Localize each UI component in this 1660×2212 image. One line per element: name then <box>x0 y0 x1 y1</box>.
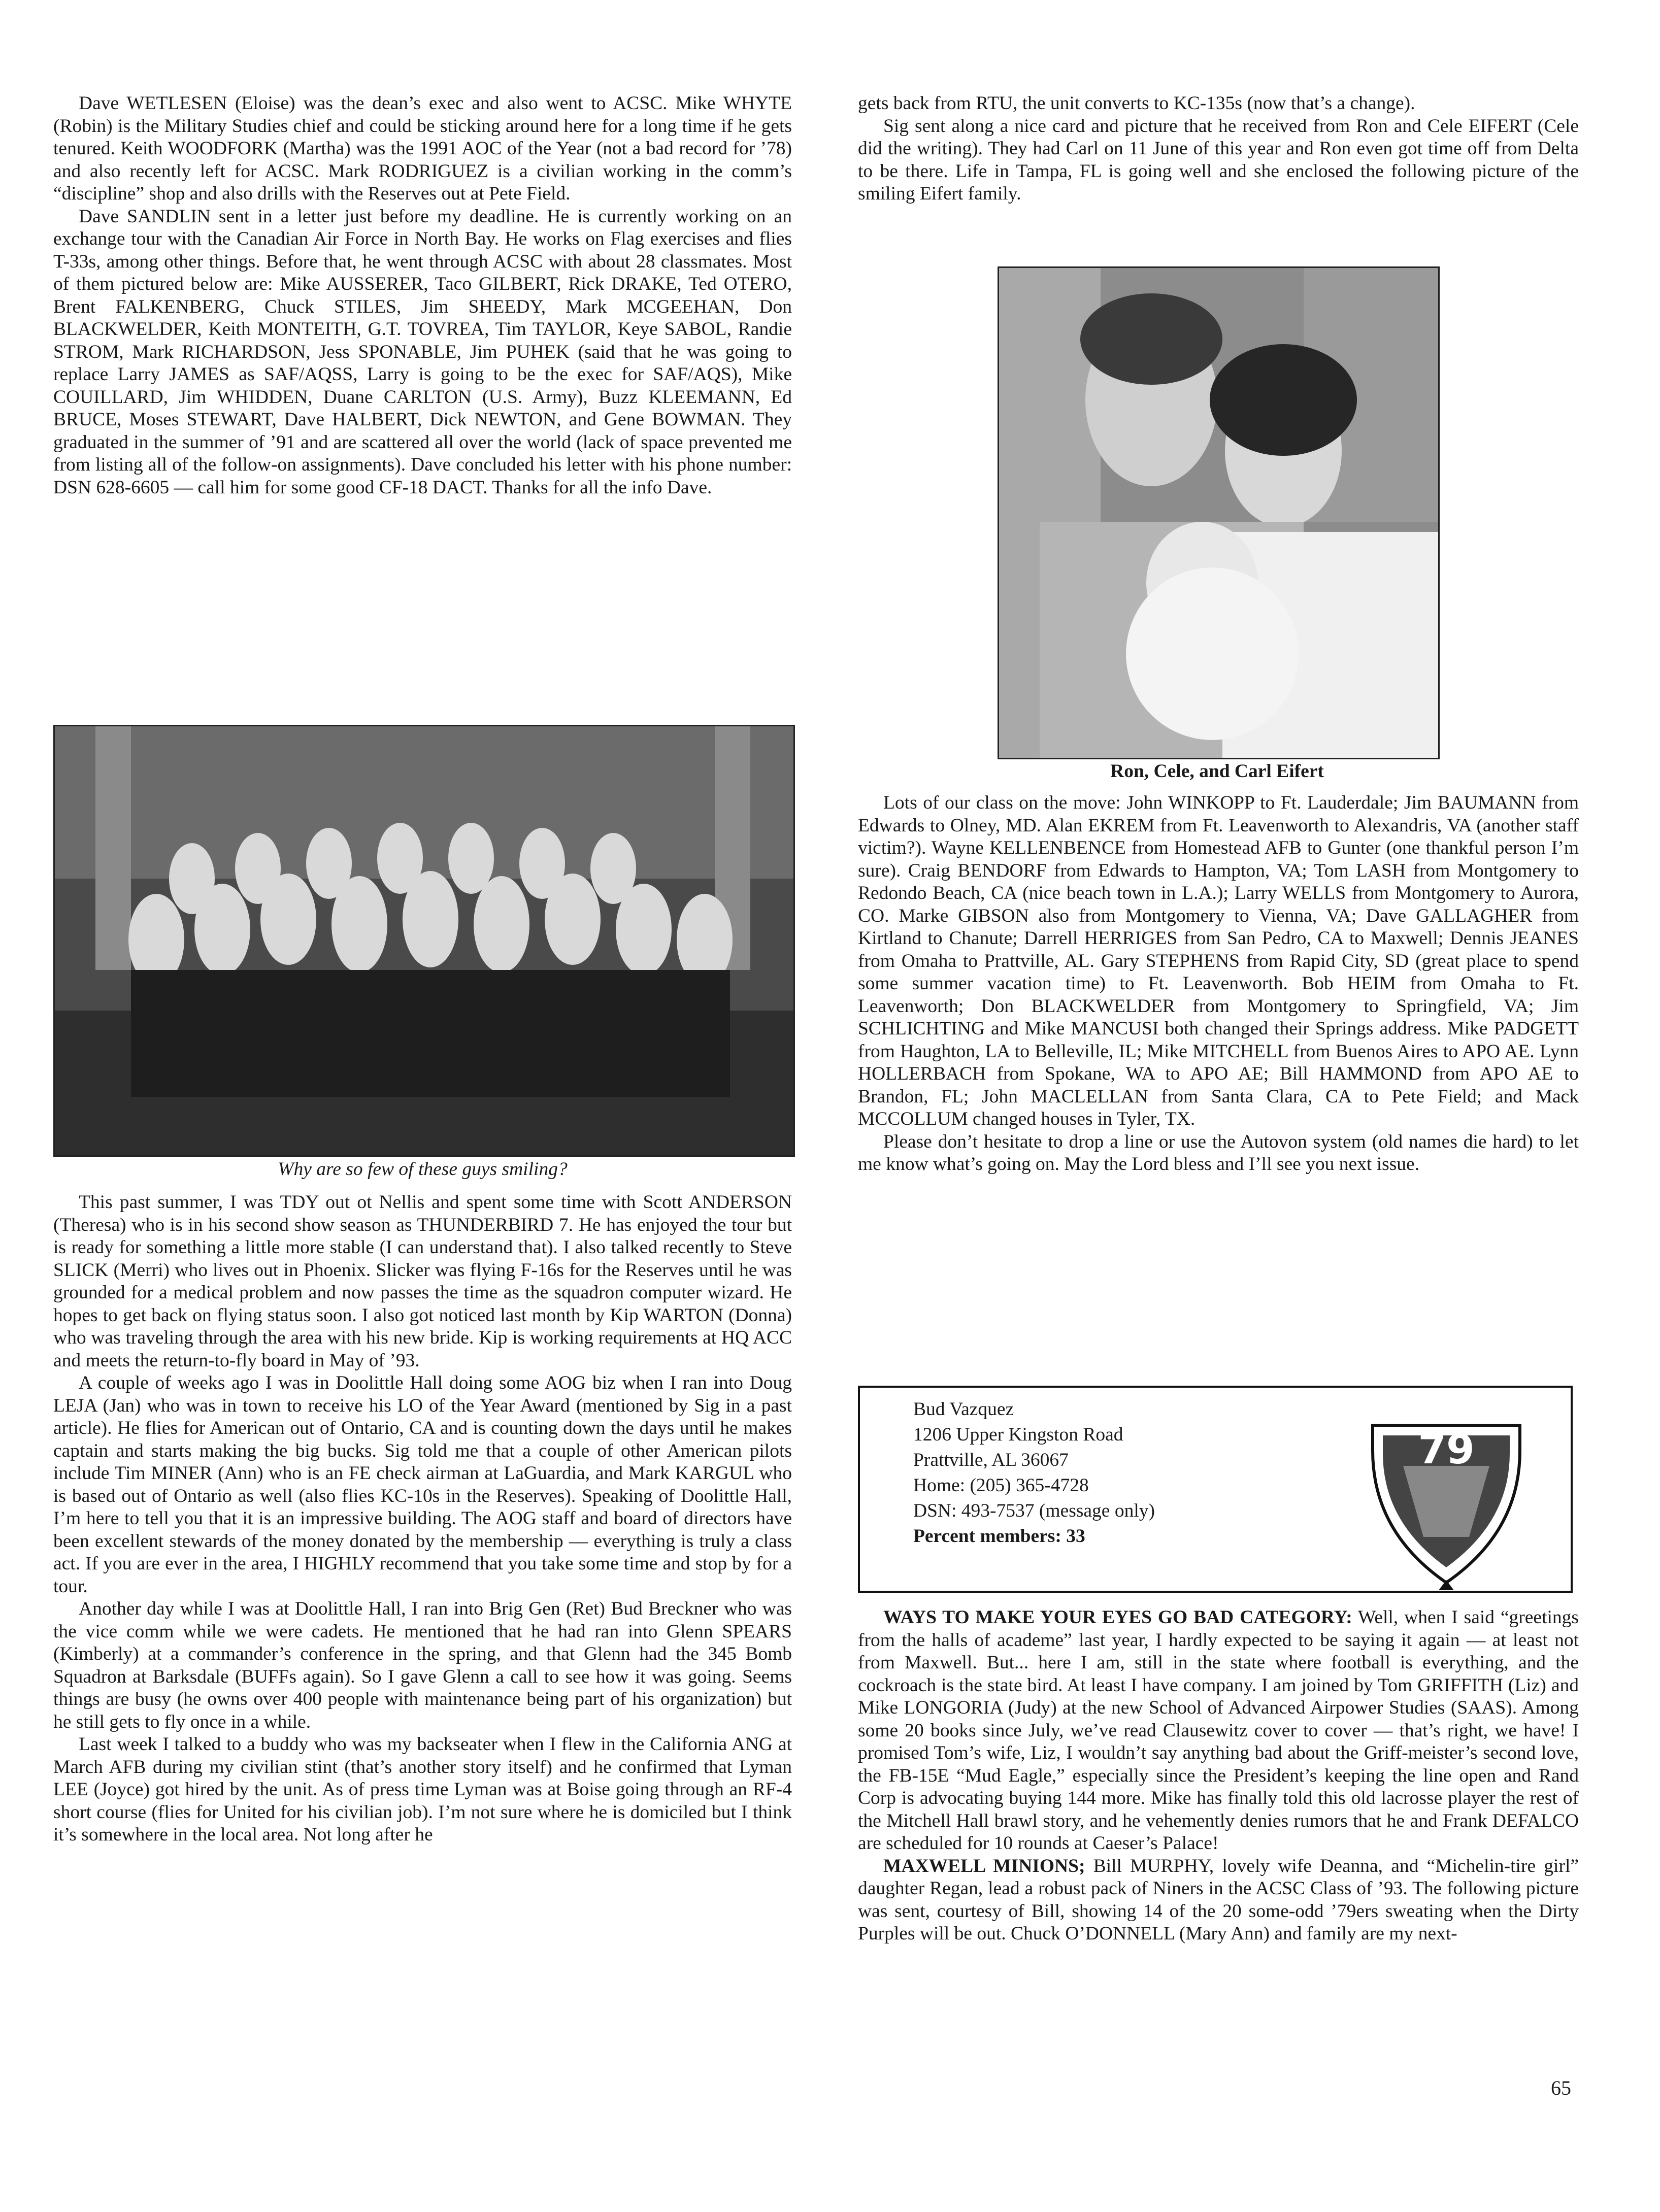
paragraph-eyes-go-bad <box>858 1606 1579 1855</box>
body-maxwell-minions: Bill MURPHY, lovely wife Deanna, and “Michelin-tire girl” daughter Regan, lead a robust pack of Niners in the ACSC Class of ’93. The following picture was sent, courtesy of Bill, showing 14 of the 20 some-odd ’79ers sweating when the Dirty Purples will be out. Chuck O’DONNELL (Mary Ann) and family are my next- <box>858 1855 1579 1944</box>
group-photo-acsc <box>53 725 795 1157</box>
address-name: Bud Vazquez <box>913 1399 1014 1420</box>
body-eyes-go-bad: Well, when I said “greetings from the halls of academe” last year, I hardly expected to be saying it again — at least not from Maxwell. But... here I am, still in the state where football is everything, and the cockroach is the state bird. At least I have company. I am joined by Tom GRIFFITH (Liz) and Mike LONGORIA (Judy) at the new School of Advanced Airpower Studies (SAAS). Among some 20 books since July, we’ve read Clausewitz cover to cover — that’s right, we have! I promised Tom’s wife, Liz, I wouldn’t say anything bad about the Griff-meister’s second love, the FB-15E “Mud Eagle,” especially since the President’s keeping the line open and Rand Corp is advocating buying 144 more. Mike has finally told this old lacrosse player the rest of the Mitchell Hall brawl story, and he vehemently denies rumors that he and Frank DEFALCO are scheduled for 10 rounds at Caeser’s Palace! <box>858 1607 1579 1854</box>
paragraph-lyman-lee: Last week I talked to a buddy who was my backseater when I flew in the California ANG at March AFB during my civilian stint (that’s another story itself) and he confirmed that Lyman LEE (Joyce) got hired by the unit. As of press time Lyman was at Boise going through an RF-4 short course (flies for United for his civilian job). I’m not sure where he is domiciled but I think it’s somewhere in the local area. Not long after he <box>53 1734 792 1845</box>
address-home-phone: Home: (205) 365-4728 <box>913 1475 1089 1496</box>
address-box <box>858 1386 1573 1593</box>
crest-number: 79 <box>1418 1426 1475 1473</box>
right-top-text <box>858 92 1579 206</box>
right-middle-text <box>858 792 1579 1176</box>
paragraph-sandlin: Dave SANDLIN sent in a letter just before my deadline. He is currently working on an exchange tour with the Canadian Air Force in North Bay. He works on Flag exercises and flies T-33s, among other things. Before that, he went through ACSC with about 28 classmates. Most of them pictured below are: Mike AUSSERER, Taco GILBERT, Rick DRAKE, Ted OTERO, Brent FALKENBERG, Chuck STILES, Jim SHEEDY, Mark MCGEEHAN, Don BLACKWELDER, Keith MONTEITH, G.T. TOVREA, Tim TAYLOR, Keye SABOL, Randie STROM, Mark RICHARDSON, Jess SPONABLE, Jim PUHEK (said that he was going to replace Larry JAMES as SAF/AQSS, Larry is going to be the exec for SAF/AQS), Mike COUILLARD, Jim WHIDDEN, Duane CARLTON (U.S. Army), Buzz KLEEMANN, Ed BRUCE, Moses STEWART, Dave HALBERT, Dick NEWTON, and Gene BOWMAN. They graduated in the summer of ’91 and are scattered all over the world (lack of space prevented me from listing all of the follow-on assignments). Dave concluded his letter with his phone number: DSN 628-6605 — call him for some good CF-18 DACT. Thanks for all the info Dave. <box>53 206 792 498</box>
address-percent-members: Percent members: 33 <box>913 1526 1085 1547</box>
paragraph-rtu: gets back from RTU, the unit converts to KC-135s (now that’s a change). <box>858 93 1415 114</box>
left-bottom-text <box>53 1191 792 1847</box>
paragraph-eifert-card: Sig sent along a nice card and picture that he received from Ron and Cele EIFERT (Cele did the writing). They had Carl on 11 June of this year and Ron even got time off from Delta to be there. Life in Tampa, FL is going well and she enclosed the following picture of the smiling Eifert family. <box>858 115 1579 204</box>
group-photo-illustration <box>55 726 793 1155</box>
address-dsn: DSN: 493-7537 (message only) <box>913 1500 1155 1521</box>
address-city: Prattville, AL 36067 <box>913 1450 1069 1470</box>
paragraph-breckner: Another day while I was at Doolittle Hall, I ran into Brig Gen (Ret) Bud Breckner who was the vice comm while we were cadets. He mentioned that he had ran into Glenn SPEARS (Kimberly) at a commander’s conference in the spring, and that Glenn had the 345 Bomb Squadron at Barksdale (BUFFs again). So I gave Glenn a call to see how it was going. Seems things are busy (he owns over 400 people with maintenance being part of his organization) but he still gets to fly once in a while. <box>53 1598 792 1732</box>
paragraph-autovon: Please don’t hesitate to drop a line or use the Autovon system (old names die hard) to let me know what’s going on. May the Lord bless and I’ll see you next issue. <box>858 1131 1579 1175</box>
paragraph-doolittle: A couple of weeks ago I was in Doolittle Hall doing some AOG biz when I ran into Doug LEJA (Jan) who was in town to receive his LO of the Year Award (mentioned by Sig in a past article). He flies for American out of Ontario, CA and is counting down the days until he makes captain and starts making the big bucks. Sig told me that a couple of other American pilots include Tim MINER (Ann) who is an FE check airman at LaGuardia, and Mark KARGUL who is based out of Ontario as well (also flies KC-10s in the Reserves). Speaking of Doolittle Hall, I’m here to tell you that it is an impressive building. The AOG staff and board of directors have been excellent stewards of the money donated by the membership — everything is truly a class act. If you are ever in the area, I HIGHLY recommend that you take some time and stop by for a tour. <box>53 1372 792 1597</box>
paragraph-class-moves: Lots of our class on the move: John WINKOPP to Ft. Lauderdale; Jim BAUMANN from Edwards to Olney, MD. Alan EKREM from Ft. Leavenworth to Alexandris, VA (another staff victim?). Wayne KELLENBENCE from Homestead AFB to Gunter (one thankful person I’m sure). Craig BENDORF from Edwards to Hampton, VA; Tom LASH from Montgomery to Redondo Beach, CA (nice beach town in L.A.); Larry WELLS from Montgomery to Aurora, CO. Marke GIBSON also from Montgomery to Vienna, VA; Dave GALLAGHER from Kirtland to Chanute; Darrell HERRIGES from San Pedro, CA to Maxwell; Dennis JEANES from Omaha to Prattville, AL. Gary STEPHENS from Rapid City, SD (great place to spend some summer vacation time) to Ft. Leavenworth. Bob HEIM from Omaha to Ft. Leavenworth; Don BLACKWELDER from Montgomery to Springfield, VA; Jim SCHLICHTING and Mike MANCUSI both changed their Springs address. Mike PADGETT from Haughton, LA to Belleville, IL; Mike MITCHELL from Buenos Aires to APO AE. Lynn HOLLERBACH from Spokane, WA to APO AE; Bill HAMMOND from APO AE to Brandon, FL; John MACLELLAN from Santa Clara, CA to Pete Field; and Mack MCCOLLUM changed houses in Tyler, TX. <box>858 792 1579 1129</box>
right-bottom-text <box>858 1606 1579 1946</box>
address-lines <box>913 1397 1155 1549</box>
heading-eyes-go-bad: WAYS TO MAKE YOUR EYES GO BAD CATEGORY: <box>883 1607 1352 1628</box>
eifert-photo-illustration <box>999 268 1438 758</box>
paragraph-nellis: This past summer, I was TDY out ot Nellis and spent some time with Scott ANDERSON (Theresa) who is in his second show season as THUNDERBIRD 7. He has enjoyed the tour but is ready for something a little more stable (I can understand that). I also talked recently to Steve SLICK (Merri) who lives out in Phoenix. Slicker was flying F-16s for the Reserves until he was grounded for a medical problem and now passes the time as the squadron computer wizard. He hopes to get back on flying status soon. I also got noticed last month by Kip WARTON (Donna) who was traveling through the area with his new bride. Kip is working requirements at HQ ACC and meets the return-to-fly board in May of ’93. <box>53 1192 792 1371</box>
class-crest-icon <box>1368 1405 1525 1593</box>
heading-maxwell-minions: MAXWELL MINIONS; <box>883 1855 1085 1876</box>
eifert-photo-caption: Ron, Cele, and Carl Eifert <box>1110 761 1324 782</box>
paragraph-maxwell-minions <box>858 1855 1579 1946</box>
page-number: 65 <box>1551 2076 1571 2099</box>
paragraph-wetlesen: Dave WETLESEN (Eloise) was the dean’s exec and also went to ACSC. Mike WHYTE (Robin) is the Military Studies chief and could be sticking around here for a long time if he gets tenured. Keith WOODFORK (Martha) was the 1991 AOC of the Year (not a bad record for ’78) and also recently left for ACSC. Mark RODRIGUEZ is a civilian working in the comm’s “discipline” shop and also drills with the Reserves out at Pete Field. <box>53 93 792 204</box>
eifert-family-photo <box>998 266 1440 759</box>
group-photo-caption: Why are so few of these guys smiling? <box>278 1159 568 1180</box>
address-street: 1206 Upper Kingston Road <box>913 1424 1123 1445</box>
left-top-text <box>53 92 792 499</box>
